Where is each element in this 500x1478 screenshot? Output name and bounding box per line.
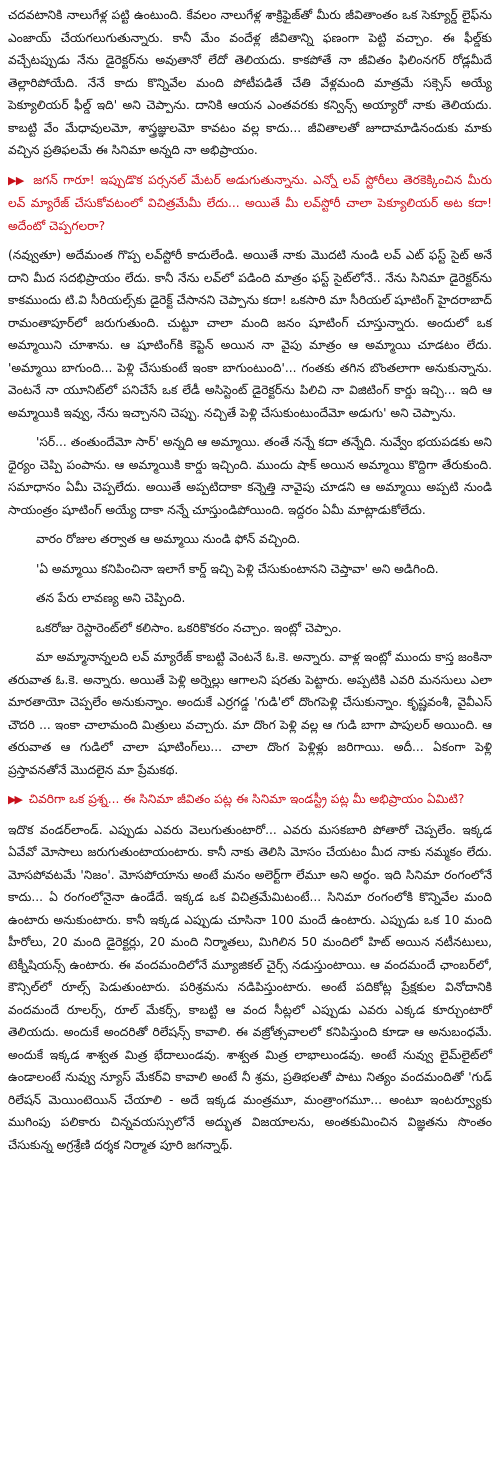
paragraph-marriage: [8, 646, 492, 781]
paragraph-answer-love-story: [8, 244, 492, 424]
question-text: చివరిగా ఒక ప్రశ్న... ఈ సినిమా జీవితం పట్ల ఈ సినిమా ఇండస్ట్రీ పట్ల మీ అభిప్రాయం ఏమిటి?: [28, 792, 465, 806]
question-text: జగన్ గారూ! ఇప్పుడొక పర్సనల్ మేటర్ అడుగుతున్నాను. ఎన్నో లవ్ స్టోరీలు తెరకెక్కించిన మీరు లవ్ మ్యారేజ్ చేసుకోవటంలో విచిత్రమేమీ లేదు... అయితే మీ లవ్‌స్టోరీ చాలా పెక్యూలియర్ అట కదా! అదేంటో చెప్పగలరా?: [8, 172, 493, 233]
paragraph-intro: [8, 4, 492, 162]
paragraph-text: వారం రోజుల తర్వాత ఆ అమ్మాయి నుండి ఫోన్ వచ్చింది.: [36, 532, 301, 546]
double-chevron-right-icon: ▶▶: [8, 173, 24, 187]
paragraph-text: చదవటానికి నాలుగేళ్ల పట్టి ఉంటుంది. కేవలం నాలుగేళ్ల శాక్రిఫైజ్‌తో మీరు జీవితాంతం ఒక సెక్యూర్డ్ లైఫ్‌ను ఎంజాయ్ చేయగలుగుతున్నారు. కానీ మేం వందేళ్ల జీవితాన్ని ఫణంగా పెట్టి వచ్చాం. ఈ ఫీల్డ్‌కు వచ్చేటప్పుడు నేను డైరెక్టర్‌ను అవుతానో లేదో తెలియదు. కాకపోతే నా జీవితం ఫిలింనగర్ రోడ్లమీదే తెల్లారిపోయేది. నేనే కాదు కొన్నివేల మంది పోటీపడితే చేతి వేళ్లమంది మాత్రమే సక్సెస్ అయ్యే పెక్యూలియర్ ఫీల్డ్ ఇది' అని చెప్పాను. దానికి ఆయన ఎంతవరకు కన్విన్స్ అయ్యారో నాకు తెలియదు. కాబట్టి వేం మేధావులమో, శాస్త్రజ్ఞులమో కావటం వల్ల కాదు... జీవితాలతో జూదామాడినందుకు మాకు వచ్చిన ప్రతిఫలమే ఈ సినిమా అన్నది నా అభిప్రాయం.: [8, 8, 492, 157]
double-chevron-right-icon: ▶▶: [8, 793, 21, 806]
paragraph-text: 'ఏ అమ్మాయి కనిపించినా ఇలాగే కార్డ్ ఇచ్చి పెళ్లి చేసుకుంటానని చెప్తావా' అని అడిగింది.: [36, 561, 439, 576]
paragraph-card-delivered: [8, 431, 492, 521]
paragraph-her-name: [8, 587, 492, 610]
paragraph-restaurant: [8, 617, 492, 640]
interviewer-question-industry: [8, 788, 492, 812]
paragraph-text: తన పేరు లావణ్య అని చెప్పింది.: [36, 591, 186, 605]
paragraph-text: ఇదొక వండర్‌లాండ్. ఎప్పుడు ఎవరు వెలుగుతుంటారో... ఎవరు మసకబారి పోతారో చెప్పలేం. ఇక్కడ ఏవేవో మోసాలు జరుగుతుంటాయంటారు. కానీ నాకు తెలిసి మోసం చేయటం మీద నాకు నమ్మకం లేదు. మోసపోవటమే 'నిజం'. మోసపోయాను అంటే మనం అలెర్ట్‌గా లేమూ అని అర్థం. ఇది సినిమా రంగంలోనే కాదు... ఏ రంగంలోనైనా ఉండేదే. ఇక్కడ ఒక విచిత్రమేమిటంటే... సినిమా రంగంలోకి కొన్నివేల మంది ఉంటారు అనుకుంటారు. కానీ ఇక్కడ ఎప్పుడు చూసినా 100 మందే ఉంటారు. ఎప్పుడు ఒక 10 మంది హీరోలు, 20 మంది డైరెక్టర్లు, 20 మంది నిర్మాతలు, మిగిలిన 50 మందిలో హిట్ అయిన నటీనటులు, టెక్నీషియన్స్ ఉంటారు. ఈ వందమందిలోనే మ్యూజికల్ చైర్స్ నడుస్తుంటాయి. ఆ వందమందే ఛాంబర్‌లో, కౌన్సిల్‌లో రూల్స్ పెడుతుంటారు. పరిశ్రమను నడిపిస్తుంటారు. అంటే పదికోట్ల ప్రేక్షకుల వినోదానికి వందమందే రూలర్స్, రూల్ మేకర్స్, కాబట్టి ఆ వంద సీట్లలో ఎప్పుడు ఎవరు ఎక్కడ కూర్చుంటారో తెలియదు. అందుకే అందరితో రిలేషన్స్ కావాలి. ఈ వజ్రోత్సవాలలో కనిపిస్తుంది కూడా ఆ అనుబంధమే. అందుకే ఇక్కడ శాశ్వత మిత్ర భేదాలుండవు. శాశ్వత మిత్ర లాభాలుండవు. అంటే నువ్వు లైమ్‌లైట్‌లో ఉండాలంటే నువ్వు న్యూస్ మేకర్‌వి కావాలి అంటే నీ శ్రమ, ప్రతిభలతో పాటు నిత్యం వందమందితో 'గుడ్ రిలేషన్ మెయింటెయిన్ చేయాలి - అదే ఇక్కడ మంత్రమూ, మంత్రాంగమూ... అంటూ ఇంటర్వ్యూకు ముగింపు పలికారు చిన్నవయస్సులోనే అద్భుత విజయాలను, అంతకుమించిన విజ్ఞతను సొంతం చేసుకున్న అగ్రశ్రేణి దర్శక నిర్మాత పూరి జగన్నాథ్.: [8, 822, 492, 1152]
paragraph-text: మా అమ్మానాన్నలది లవ్ మ్యారేజ్ కాబట్టి వెంటనే ఓ.కె. అన్నారు. వాళ్ల ఇంట్లో ముందు కాస్త జంకినా తరువాత ఓ.కె. అన్నారు. అయితే పెళ్లి అర్నెల్లు ఆగాలని షరతు పెట్టారు. అప్పటికి ఎవరి మనసులు ఎలా మారతాయో చెప్పలేం అనుకున్నాం. అందుకే ఎర్రగడ్డ 'గుడి'లో దొంగపెళ్లి చేసుకున్నాం. కృష్ణవంశీ, వైవీఎస్ చౌదరి ... ఇంకా చాలామంది మిత్రులు వచ్చారు. మా దొంగ పెళ్లి వల్ల ఆ గుడి బాగా పాపులర్ అయింది. ఆ తరువాత ఆ గుడిలో చాలా షూటింగ్‌లు... చాలా దొంగ పెళ్లిళ్లు జరిగాయి. అదీ... ఏకంగా పెళ్లి ప్రస్తావనతోనే మొదలైన మా ప్రేమకథ.: [8, 650, 492, 777]
paragraph-text: 'సర్... తంతుందేమో సార్' అన్నది ఆ అమ్మాయి. తంతే నన్నే కదా తన్నేది. నువ్వేం భయపడకు అని ధైర్యం చెప్పి పంపాను. ఆ అమ్మాయికి కార్డు ఇచ్చింది. ముందు షాక్ అయిన అమ్మాయి కొద్దిగా తేరుకుంది. సమాధానం ఏమీ చెప్పలేదు. అయితే అప్పటిదాకా కన్నెత్తి నావైపు చూడని ఆ అమ్మాయి అప్పటి నుండి సాయంత్రం షూటింగ్ అయ్యే దాకా నన్నే చూస్తుండిపోయింది. ఇద్దరం ఏమీ మాట్లాడుకోలేదు.: [8, 435, 492, 517]
paragraph-answer-industry: [8, 819, 492, 1157]
paragraph-phone-call: [8, 528, 492, 551]
paragraph-text: ఒకరోజు రెస్టారెంట్‌లో కలిసాం. ఒకరికొకరం నచ్చాం. ఇంట్లో చెప్పాం.: [36, 620, 342, 635]
interviewer-question-love-story: [8, 169, 492, 238]
paragraph-her-question: [8, 558, 492, 581]
paragraph-text: (నవ్వుతూ) అదేమంత గొప్ప లవ్‌స్టోరీ కాదులేండి. అయితే నాకు మొదటి నుండి లవ్ ఎట్ ఫస్ట్ సైట్ అనే దాని మీద సదభిప్రాయం లేదు. కానీ నేను లవ్‌లో పడింది మాత్రం ఫస్ట్ సైట్‌లోనే.. నేను సినిమా డైరెక్టర్‌ను కాకముందు టి.వి సీరియల్స్‌కు డైరెక్ట్ చేసానని చెప్పాను కదా! ఒకసారి మా సీరియల్ షూటింగ్ హైదరాబాద్ రామంతాపూర్‌లో జరుగుతుంది. చుట్టూ చాలా మంది జనం షూటింగ్ చూస్తున్నారు. అందులో ఒక అమ్మాయిని చూశాను. ఆ షూటింగ్‌కి కెప్టెన్ అయిన నా వైపు మాత్రం ఆ అమ్మాయి చూడటం లేదు. 'అమ్మాయి బాగుంది... పెళ్లి చేసుకుంటే ఇంకా బాగుంటుంది'... గంతకు తగిన బొంతలాగా అనుకున్నాను. వెంటనే నా యూనిట్‌లో పనిచేసే ఒక లేడీ అసిస్టెంట్ డైరెక్టర్‌ను పిలిచి నా విజిటింగ్ కార్డు ఇచ్చి... ఇది ఆ అమ్మాయికి ఇవ్వు, నేను ఇచ్చానని చెప్పు. నచ్చితే పెళ్లి చేసుకుంటుందేమో అడుగు' అని చెప్పాను.: [8, 248, 492, 420]
